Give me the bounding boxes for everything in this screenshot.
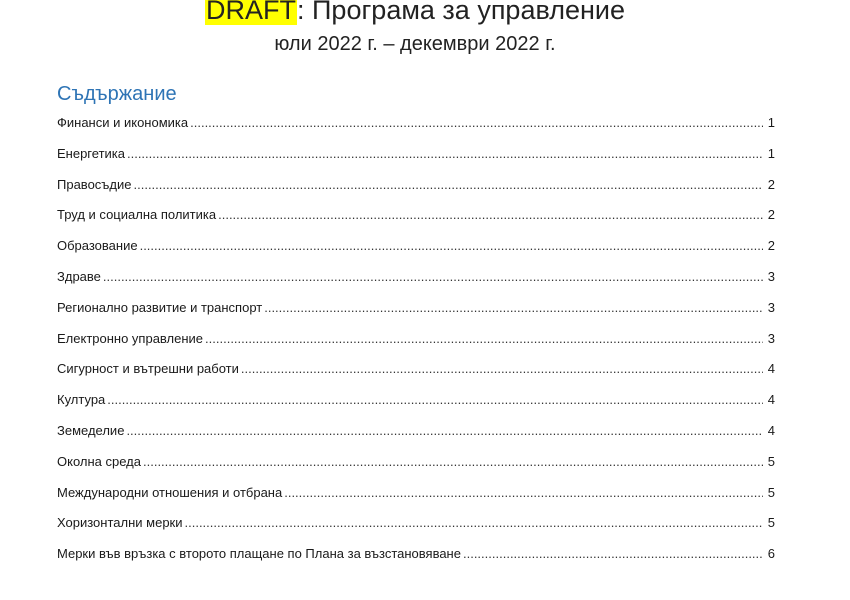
toc-entry[interactable]: [57, 298, 775, 329]
toc-entry-page: 3: [767, 330, 775, 346]
document-header: [0, 0, 830, 56]
toc-leader-dots: [205, 329, 763, 349]
toc-leader-dots: [264, 298, 763, 318]
title-text: : Програма за управление: [297, 0, 625, 25]
toc-entry-label: Енергетика: [57, 145, 125, 161]
toc-entry[interactable]: [57, 113, 775, 144]
toc-entry-label: Здраве: [57, 268, 101, 284]
table-of-contents: [57, 113, 775, 575]
toc-entry-page: 4: [767, 392, 775, 408]
toc-entry[interactable]: [57, 452, 775, 483]
toc-entry-page: 5: [767, 515, 775, 531]
toc-entry-page: 4: [767, 361, 775, 377]
toc-entry[interactable]: [57, 144, 775, 175]
toc-entry-label: Образование: [57, 238, 138, 254]
toc-entry-label: Електронно управление: [57, 330, 204, 346]
toc-entry-label: Култура: [57, 392, 106, 408]
toc-entry-label: Труд и социална политика: [57, 207, 217, 223]
toc-leader-dots: [284, 483, 763, 503]
toc-entry-label: Околна среда: [57, 453, 141, 469]
toc-entry-page: 6: [767, 546, 775, 562]
toc-entry[interactable]: [57, 236, 775, 267]
toc-entry[interactable]: [57, 390, 775, 421]
toc-leader-dots: [185, 513, 764, 533]
toc-leader-dots: [463, 544, 763, 564]
toc-entry[interactable]: [57, 544, 775, 575]
toc-entry[interactable]: [57, 329, 775, 360]
toc-entry-page: 2: [767, 176, 775, 192]
toc-entry-page: 3: [767, 299, 775, 315]
toc-leader-dots: [241, 359, 763, 379]
toc-entry[interactable]: [57, 267, 775, 298]
document-subtitle: юли 2022 г. – декември 2022 г.: [274, 33, 556, 55]
toc-entry-page: 4: [767, 422, 775, 438]
toc-entry-label: Международни отношения и отбрана: [57, 484, 283, 500]
document-title: [0, 0, 830, 24]
toc-entry-page: 5: [767, 484, 775, 500]
toc-leader-dots: [143, 452, 763, 472]
toc-entry-label: Правосъдие: [57, 176, 132, 192]
toc-leader-dots: [190, 113, 763, 133]
toc-entry[interactable]: [57, 175, 775, 206]
toc-leader-dots: [107, 390, 763, 410]
toc-leader-dots: [127, 144, 763, 164]
toc-entry-page: 2: [767, 207, 775, 223]
toc-entry[interactable]: [57, 205, 775, 236]
draft-highlight: DRAFT: [205, 0, 297, 25]
toc-entry-label: Регионално развитие и транспорт: [57, 299, 263, 315]
toc-entry-page: 1: [767, 115, 775, 130]
toc-leader-dots: [134, 175, 764, 195]
toc-entry-page: 1: [767, 145, 775, 161]
toc-leader-dots: [126, 421, 763, 441]
toc-entry-page: 2: [767, 238, 775, 254]
toc-entry-label: Финанси и икономика: [57, 115, 189, 130]
toc-entry-page: 5: [767, 453, 775, 469]
toc-entry-label: Мерки във връзка с второто плащане по Плана за възстановяване: [57, 546, 461, 562]
toc-entry[interactable]: [57, 483, 775, 514]
toc-entry[interactable]: [57, 513, 775, 544]
toc-leader-dots: [140, 236, 763, 256]
toc-entry-label: Хоризонтални мерки: [57, 515, 183, 531]
toc-leader-dots: [218, 205, 763, 225]
toc-entry-page: 3: [767, 268, 775, 284]
toc-leader-dots: [103, 267, 763, 287]
toc-heading: Съдържание: [57, 83, 177, 105]
toc-entry-label: Земеделие: [57, 422, 125, 438]
toc-entry[interactable]: [57, 421, 775, 452]
toc-entry-label: Сигурност и вътрешни работи: [57, 361, 239, 377]
toc-entry[interactable]: [57, 359, 775, 390]
